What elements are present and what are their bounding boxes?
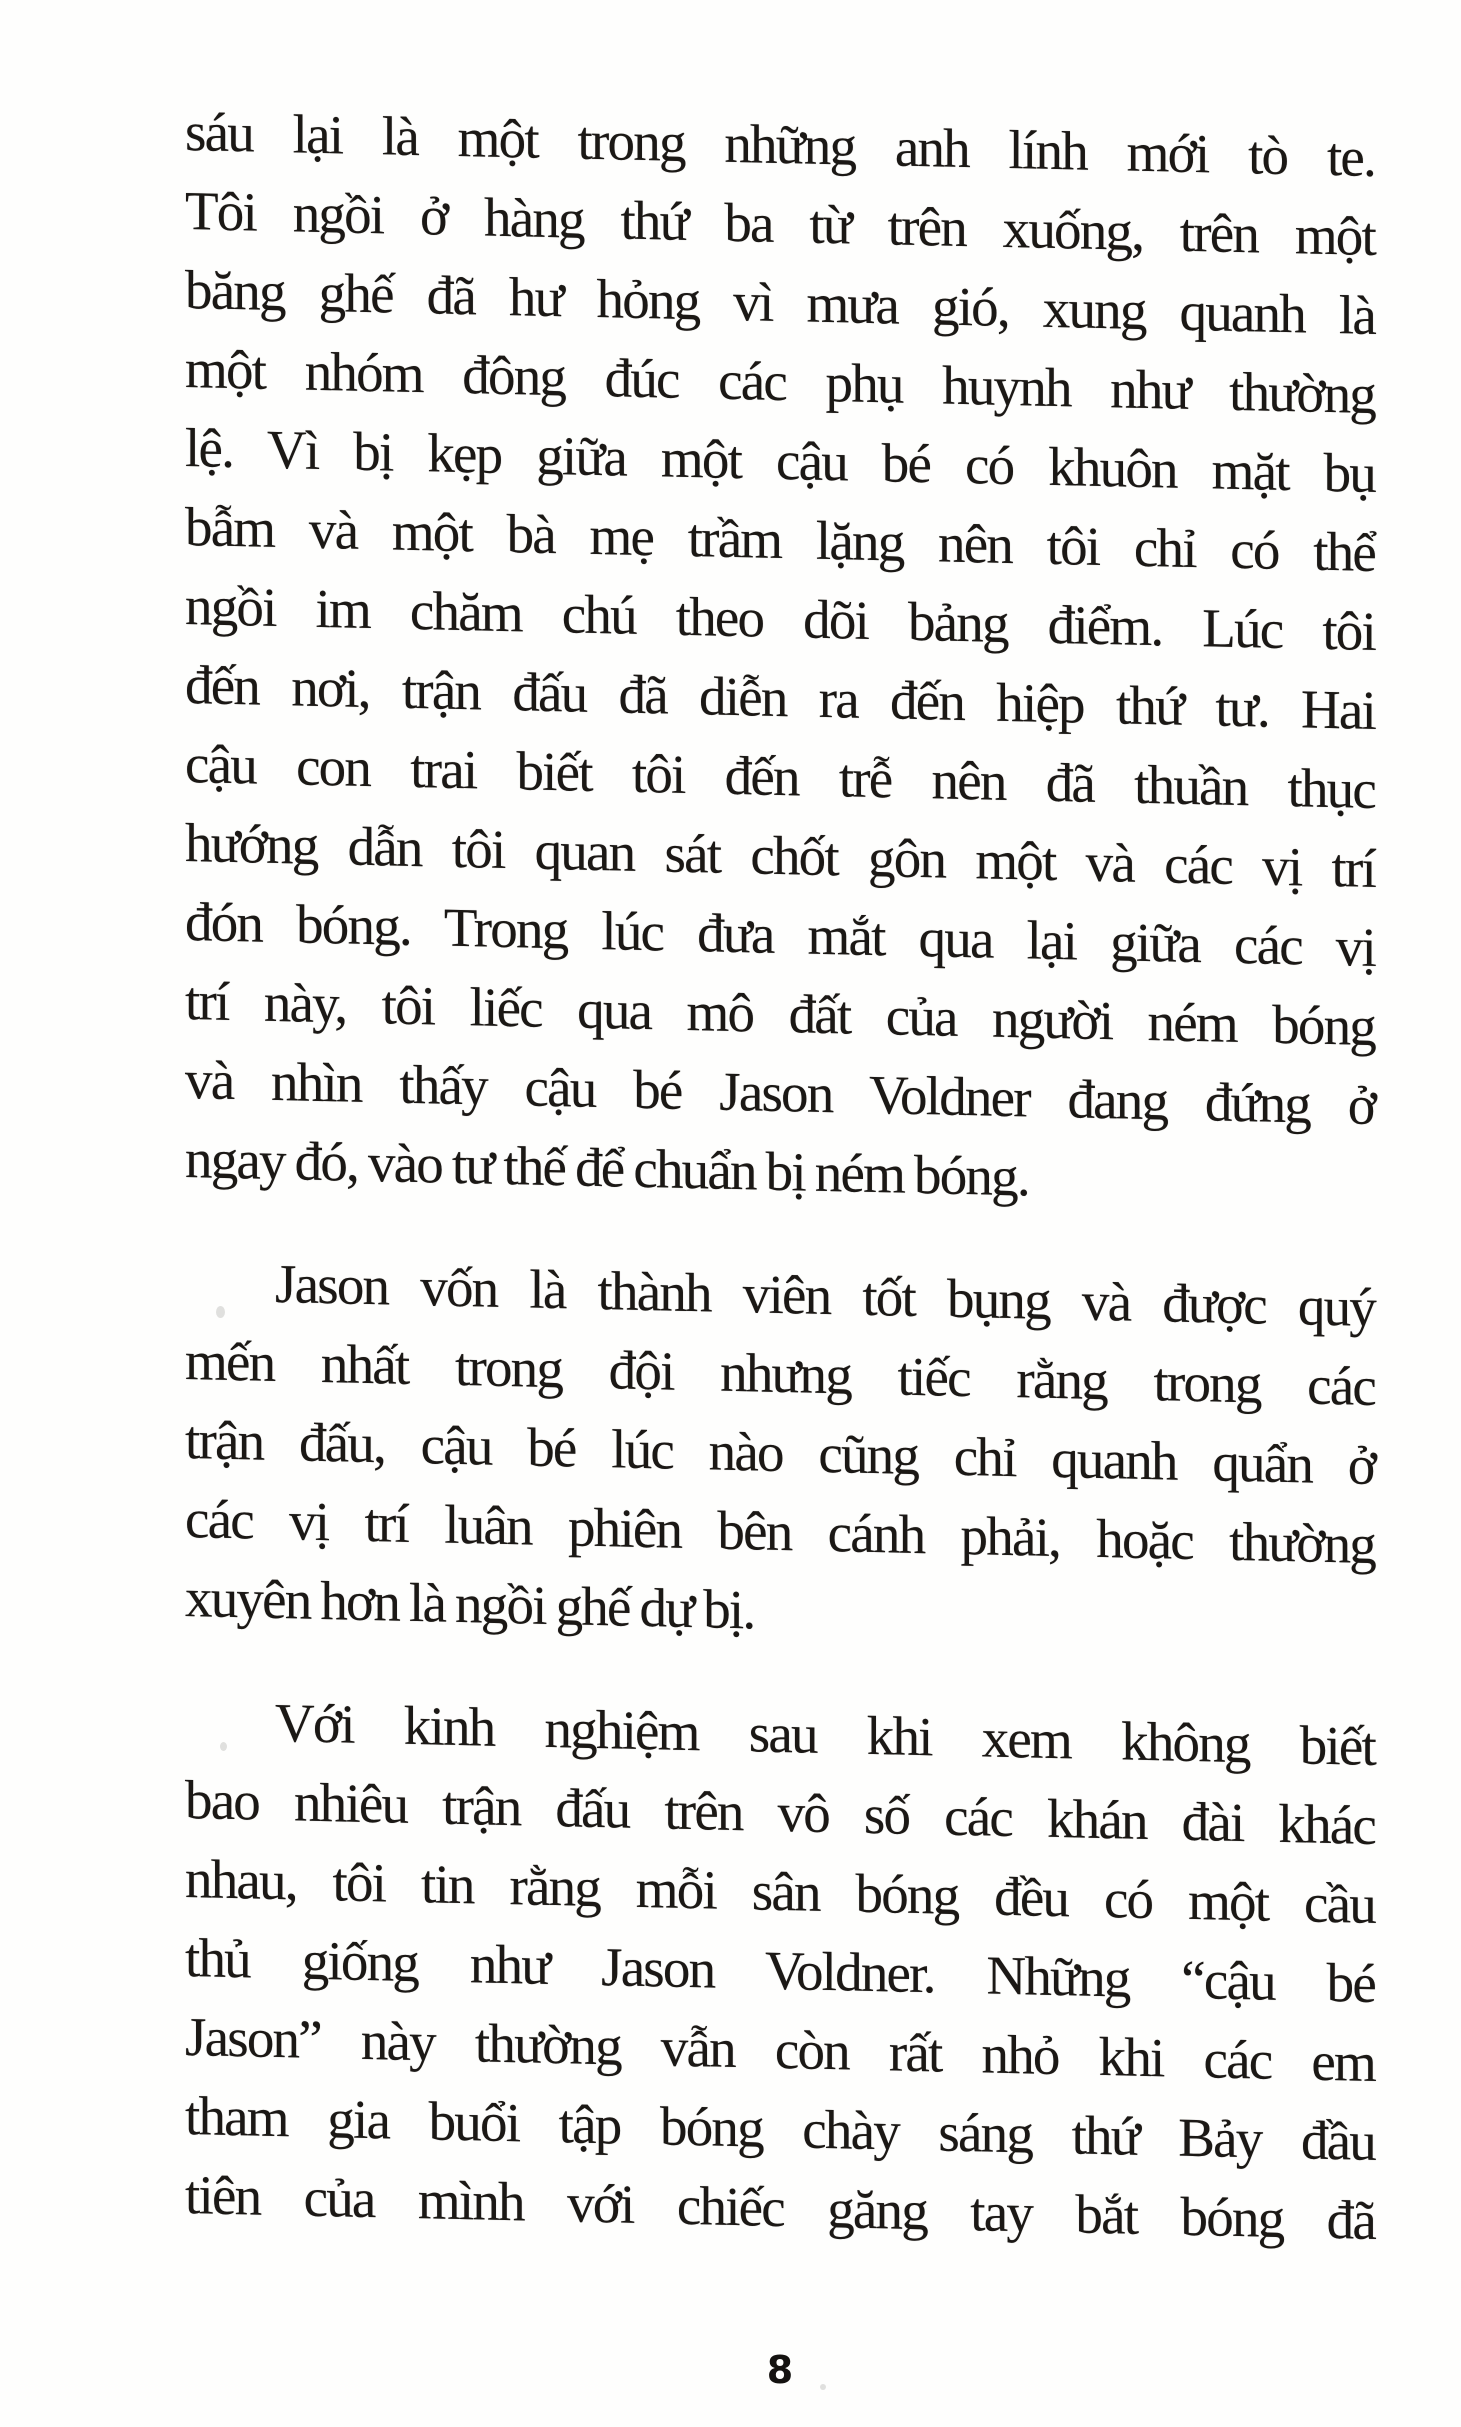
text-line: băng ghế đã hư hỏng vì mưa gió, xung quanh là <box>185 259 1375 346</box>
text-line: lệ. Vì bị kẹp giữa một cậu bé có khuôn mặt bụ <box>185 417 1375 504</box>
text-line: đón bóng. Trong lúc đưa mắt qua lại giữa các vị <box>185 891 1375 978</box>
text-line: Jason vốn là thành viên tốt bụng và được quý <box>275 1252 1375 1338</box>
text-line: trận đấu, cậu bé lúc nào cũng chỉ quanh quẩn ở <box>185 1409 1375 1496</box>
text-line: mến nhất trong đội nhưng tiếc rằng trong các <box>185 1330 1375 1417</box>
text-line: xuyên hơn là ngồi ghế dự bị. <box>185 1567 755 1641</box>
paragraph <box>185 1681 1375 2260</box>
text-line: bẫm và một bà mẹ trầm lặng nên tôi chỉ có thể <box>185 496 1375 583</box>
page-text <box>185 92 1375 2260</box>
text-line: tham gia buổi tập bóng chày sáng thứ Bảy đầu <box>185 2085 1375 2172</box>
text-line: ngồi im chăm chú theo dõi bảng điểm. Lúc tôi <box>185 575 1375 662</box>
text-line: các vị trí luân phiên bên cánh phải, hoặc thường <box>185 1488 1375 1575</box>
text-line: Tôi ngồi ở hàng thứ ba từ trên xuống, trên một <box>185 180 1375 267</box>
text-line: bao nhiêu trận đấu trên vô số các khán đài khác <box>185 1769 1375 1856</box>
text-line: thủ giống như Jason Voldner. Những “cậu bé <box>185 1927 1375 2014</box>
text-line: Với kinh nghiệm sau khi xem không biết <box>275 1691 1375 1777</box>
text-line: hướng dẫn tôi quan sát chốt gôn một và các vị trí <box>185 812 1375 899</box>
text-line: tiên của mình với chiếc găng tay bắt bóng đã <box>185 2164 1375 2251</box>
text-line: trí này, tôi liếc qua mô đất của người ném bóng <box>185 970 1375 1057</box>
text-line: cậu con trai biết tôi đến trễ nên đã thuần thục <box>185 733 1375 820</box>
text-line: một nhóm đông đúc các phụ huynh như thường <box>185 338 1375 425</box>
paragraph <box>185 1242 1375 1663</box>
page-number: 8 <box>766 2348 794 2392</box>
scan-speck <box>216 1306 225 1318</box>
text-line: nhau, tôi tin rằng mỗi sân bóng đều có một cầu <box>185 1848 1375 1935</box>
text-line: đến nơi, trận đấu đã diễn ra đến hiệp thứ tư. Hai <box>185 654 1375 741</box>
text-line: Jason” này thường vẫn còn rất nhỏ khi các em <box>185 2006 1375 2093</box>
text-line: và nhìn thấy cậu bé Jason Voldner đang đứng ở <box>185 1049 1375 1136</box>
scan-speck <box>220 1742 227 1751</box>
paragraph <box>185 92 1375 1224</box>
text-line: ngay đó, vào tư thế để chuẩn bị ném bóng. <box>185 1128 1029 1208</box>
text-line: sáu lại là một trong những anh lính mới tò te. <box>185 101 1375 188</box>
